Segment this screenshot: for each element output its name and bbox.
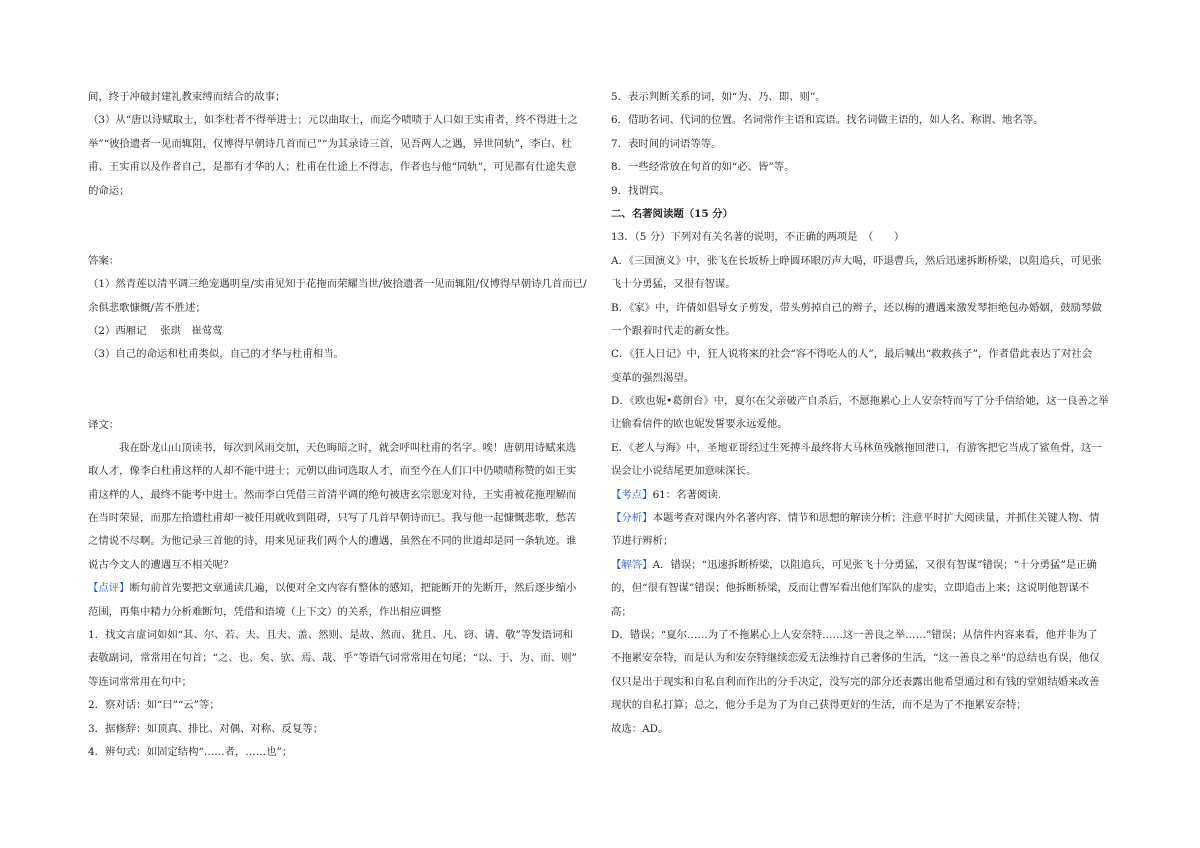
jieda-line [611,554,1129,577]
text-line: 2．察对话：如“曰”“云”等； [88,699,220,712]
option-line: D．《欧也妮•葛朗台》中，夏尔在父亲破产自杀后，不愿拖累心上人安奈特而写了分手信给她，这一良善之举 [611,395,1109,408]
dianping-block [88,577,591,764]
fenxi-tag: 【分析】 [611,512,653,525]
option-line: 飞十分勇猛，又很有智谋。 [611,278,736,291]
kaodian-line [611,484,1129,507]
left-column [88,86,591,764]
text-line: 范围，再集中精力分析难断句，凭借和语境（上下文）的关系，作出相应调整 [88,605,442,618]
section-heading: 二、名著阅读题（15 分） [611,207,733,220]
text-line: （3）从“唐以诗赋取士，如李杜者不得举进士；元以曲取士，而迄今啧啧于人口如王实甫者，终不得进士之 [88,114,578,127]
text-line: 3．据修辞：如顶真、排比、对偶、对称、反复等； [88,722,324,735]
text-line: 不拖累安奈特，而是认为和安奈特继续恋爱无法维持自己奢侈的生活，“这一善良之举”的总结也有误，他仅 [611,652,1100,665]
text-line: 1．找文言虚词如如“其、尔、若、夫、且夫、盖、然则、是故、然而、犹且、凡、窃、请、敬”等发语词和 [88,629,573,642]
option-line: 变革的强烈渴望。 [611,371,695,384]
text-line: 的，但“很有智谋”错误；他拆断桥梁，反而让曹军看出他们军队的虚实，立即追击上来；这说明他智谋不 [611,582,1090,595]
final-answer: 故选：AD。 [611,722,669,735]
translation-title: 译文： [88,418,120,431]
text-line: （3）自己的命运和杜甫类似，自己的才华与杜甫相当。 [88,348,344,361]
text-line: （2）西厢记 张珙 崔莺莺 [88,324,223,337]
text-line: （1）然青莲以清平调三绝宠遇明皇/实甫见知于花拖而荣耀当世/彼拾遗者一见而辄阻/仅博得早朝诗几首而已/ [88,278,587,291]
text-line: 等连词常常用在句中； [88,675,192,688]
text-line: 4．辨句式：如固定结构“……者，……也”； [88,745,293,758]
text-line: D．错误；“夏尔……为了不拖累心上人安奈特……这一善良之举……”错误；从信件内容来看，他并非为了 [611,628,1098,641]
text-line: 我在卧龙山山顶读书，每次到风雨交加，天色晦暗之时，就会呼叫杜甫的名字。唉！唐朝用诗赋来选 [119,441,577,454]
fenxi-text: 本题考查对课内外名著内容、情节和思想的解读分析；注意平时扩大阅读量，并抓住关键人物、情 [652,512,1100,525]
kaodian-text: 61：名著阅读. [652,488,722,501]
list-item: 9．找谓宾。 [611,184,670,197]
text-line: 余俱悲歌慷慨/苦不胜述； [88,301,206,314]
option-line: 误会让小说结尾更加意味深长。 [611,465,757,478]
text-line: 节进行辨析； [611,535,674,548]
text-line: 甫、王实甫以及作者自己，是都有才华的人；杜甫在仕途上不得志，作者也与他“同轨”，可见都有仕途失意 [88,161,577,174]
options-list [611,250,1129,484]
list-item: 5．表示判断关系的词，如“为、乃、即、则”。 [611,91,826,103]
text-line: 现状的自私打算；总之，他分手是为了为自己获得更好的生活，而不是为了不拖累安奈特； [611,699,1027,712]
text-line [88,577,591,600]
jieda-tag: 【解答】 [611,558,653,571]
option-line: 一个跟着时代走的新女性。 [611,324,736,337]
question-text: 13．（5 分）下列对有关名著的说明，不正确的两项是 （ ） [611,231,905,244]
text-line: 间，终于冲破封建礼教束缚而结合的故事； [88,91,286,103]
right-column [611,86,1129,741]
text-line: 说古今文人的遭遇互不相关呢？ [88,558,234,571]
text-line: 之情说不尽啊。为他记录三首他的诗，用来见证我们两个人的遭遇，虽然在不同的世道却是同一条轨迹。谁 [88,535,577,548]
dianping-text: 断句前首先要把文章通读几遍，以便对全文内容有整体的感知，把能断开的先断开，然后逐步缩小 [129,582,577,595]
answer-block [88,250,591,367]
text-line: 高； [611,605,632,618]
text-line: 举”“彼拾遗者一见而辄阻，仅博得早朝诗几首而已”“为其录诗三首，见吾两人之遇，异世同轨”，李白、杜 [88,137,572,150]
text-line: 甫这样的人，最终不能考中进士。然而李白凭借三首清平调的绝句被唐玄宗恩宠对待，王实甫被花拖理解而 [88,488,577,501]
option-line: A．《三国演义》中，张飞在长坂桥上睁圆环眼厉声大喝，吓退曹兵，然后迅速拆断桥梁，以阻追兵，可见张 [611,254,1102,267]
jieda-text: A．错误；“迅速拆断桥梁，以阻追兵，可见张飞十分勇猛，又很有智谋”错误；“十分勇猛”是正确 [652,558,1097,571]
text-line: 在当时荣显，而那左拾遗杜甫却一被任用就收到阻碍，只写了几首早朝诗而已。我与他一起慷慨悲歌，愁苦 [88,512,577,525]
list-item: 8．一些经常放在句首的如“必、皆”等。 [611,161,795,174]
text-line: 仅只是出于现实和自私自利而作出的分手决定，没写完的部分还表露出他希望通过和有钱的堂姐结婚来改善 [611,675,1100,688]
option-line: C．《狂人日记》中，狂人说将来的社会“容不得吃人的人”，最后喊出“救救孩子”，作者借此表达了对社会 [611,348,1093,361]
tips-list [611,86,1129,203]
dianping-tag: 【点评】 [88,582,130,595]
option-line: E．《老人与海》中，圣地亚哥经过生死搏斗最终将大马林鱼残骸拖回港口，有游客把它当成了鲨鱼骨，这一 [611,441,1102,454]
answer-title: 答案： [88,254,120,267]
fenxi-line [611,507,1129,530]
text-line: 取人才，像李白杜甫这样的人却不能中进士；元朝以曲词选取人才，而至今在人们口中仍啧啧称赞的如王实 [88,465,577,478]
text-line: 表敬副词，常常用在句首；“之、也、矣、欤、焉、哉、乎”等语气词常常用在句尾；“以、于、为、而、则” [88,652,577,665]
translation-block [88,414,591,578]
option-line: 让偷看信件的欧也妮发誓要永远爱他。 [611,418,788,431]
q3-analysis [88,86,591,203]
kaodian-tag: 【考点】 [611,488,653,501]
list-item: 7．表时间的词语等等。 [611,137,722,150]
list-item: 6．借助名词、代词的位置。名词常作主语和宾语。找名词做主语的，如人名、称谓、地名等。 [611,114,1044,127]
option-line: B．《家》中，许倩如倡导女子剪发，带头剪掉自己的辫子，还以梅的遭遇来激发琴拒绝包办婚姻，鼓励琴做 [611,301,1102,314]
text-line: 的命运； [88,184,130,197]
